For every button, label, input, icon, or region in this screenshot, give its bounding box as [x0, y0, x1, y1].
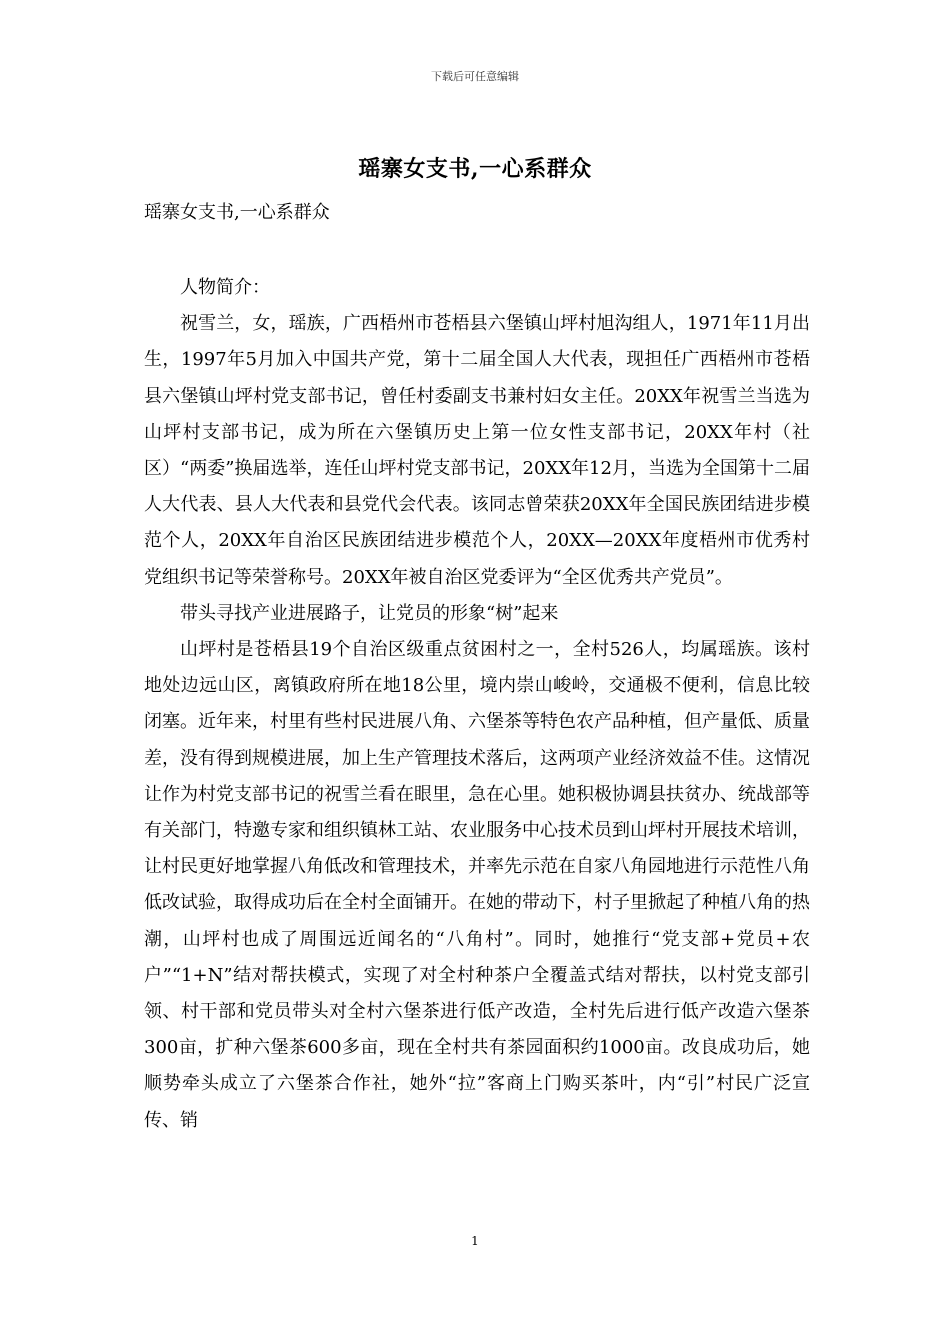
- document-title: 瑶寨女支书,一心系群众: [358, 156, 592, 182]
- paragraph-section-heading: 带头寻找产业进展路子，让党员的形象“树”起来: [180, 602, 559, 624]
- paragraph-profile: 祝雪兰，女，瑶族，广西梧州市苍梧县六堡镇山坪村旭沟组人，1971年11月出生，1997年5月加入中国共产党，第十二届全国人大代表，现担任广西梧州市苍梧县六堡镇山坪村党支部书记，曾任村委副支书兼村妇女主任。20XX年祝雪兰当选为山坪村支部书记，成为所在六堡镇历史上第一位女性支部书记，20XX年村（社区）“两委”换届选举，连任山坪村党支部书记，20XX年12月，当选为全国第十二届人大代表、县人大代表和县党代会代表。该同志曾荣获20XX年全国民族团结进步模范个人，20XX年自治区民族团结进步模范个人，20XX—20XX年度梧州市优秀村党组织书记等荣誉称号。20XX年被自治区党委评为“全区优秀共产党员”。: [144, 313, 810, 588]
- paragraph-village: 山坪村是苍梧县19个自治区级重点贫困村之一，全村526人，均属瑶族。该村地处边远山区，离镇政府所在地18公里，境内崇山峻岭，交通极不便利，信息比较闭塞。近年来，村里有些村民进展八角、六堡茶等特色农产品种植，但产量低、质量差，没有得到规模进展，加上生产管理技术落后，这两项产业经济效益不佳。这情况让作为村党支部书记的祝雪兰看在眼里，急在心里。她积极协调县扶贫办、统战部等有关部门，特邀专家和组织镇林工站、农业服务中心技术员到山坪村开展技术培训，让村民更好地掌握八角低改和管理技术，并率先示范在自家八角园地进行示范性八角低改试验，取得成功后在全村全面铺开。在她的带动下，村子里掀起了种植八角的热潮，山坪村也成了周围远近闻名的“八角村”。同时，她推行“党支部+党员+农户”“1+N”结对帮扶模式，实现了对全村种茶户全覆盖式结对帮扶，以村党支部引领、村干部和党员带头对全村六堡茶进行低产改造，全村先后进行低产改造六堡茶300亩，扩种六堡茶600多亩，现在全村共有茶园面积约1000亩。改良成功后，她顺势牵头成立了六堡茶合作社，她外“拉”客商上门购买茶叶，内“引”村民广泛宣传、销: [144, 639, 810, 1131]
- page-number: 1: [471, 1234, 479, 1248]
- paragraph-profile-heading: 人物简介：: [180, 277, 270, 298]
- header-note: 下载后可任意编辑: [431, 70, 519, 83]
- document-subtitle: 瑶寨女支书,一心系群众: [144, 202, 330, 223]
- document-body: [144, 270, 810, 1139]
